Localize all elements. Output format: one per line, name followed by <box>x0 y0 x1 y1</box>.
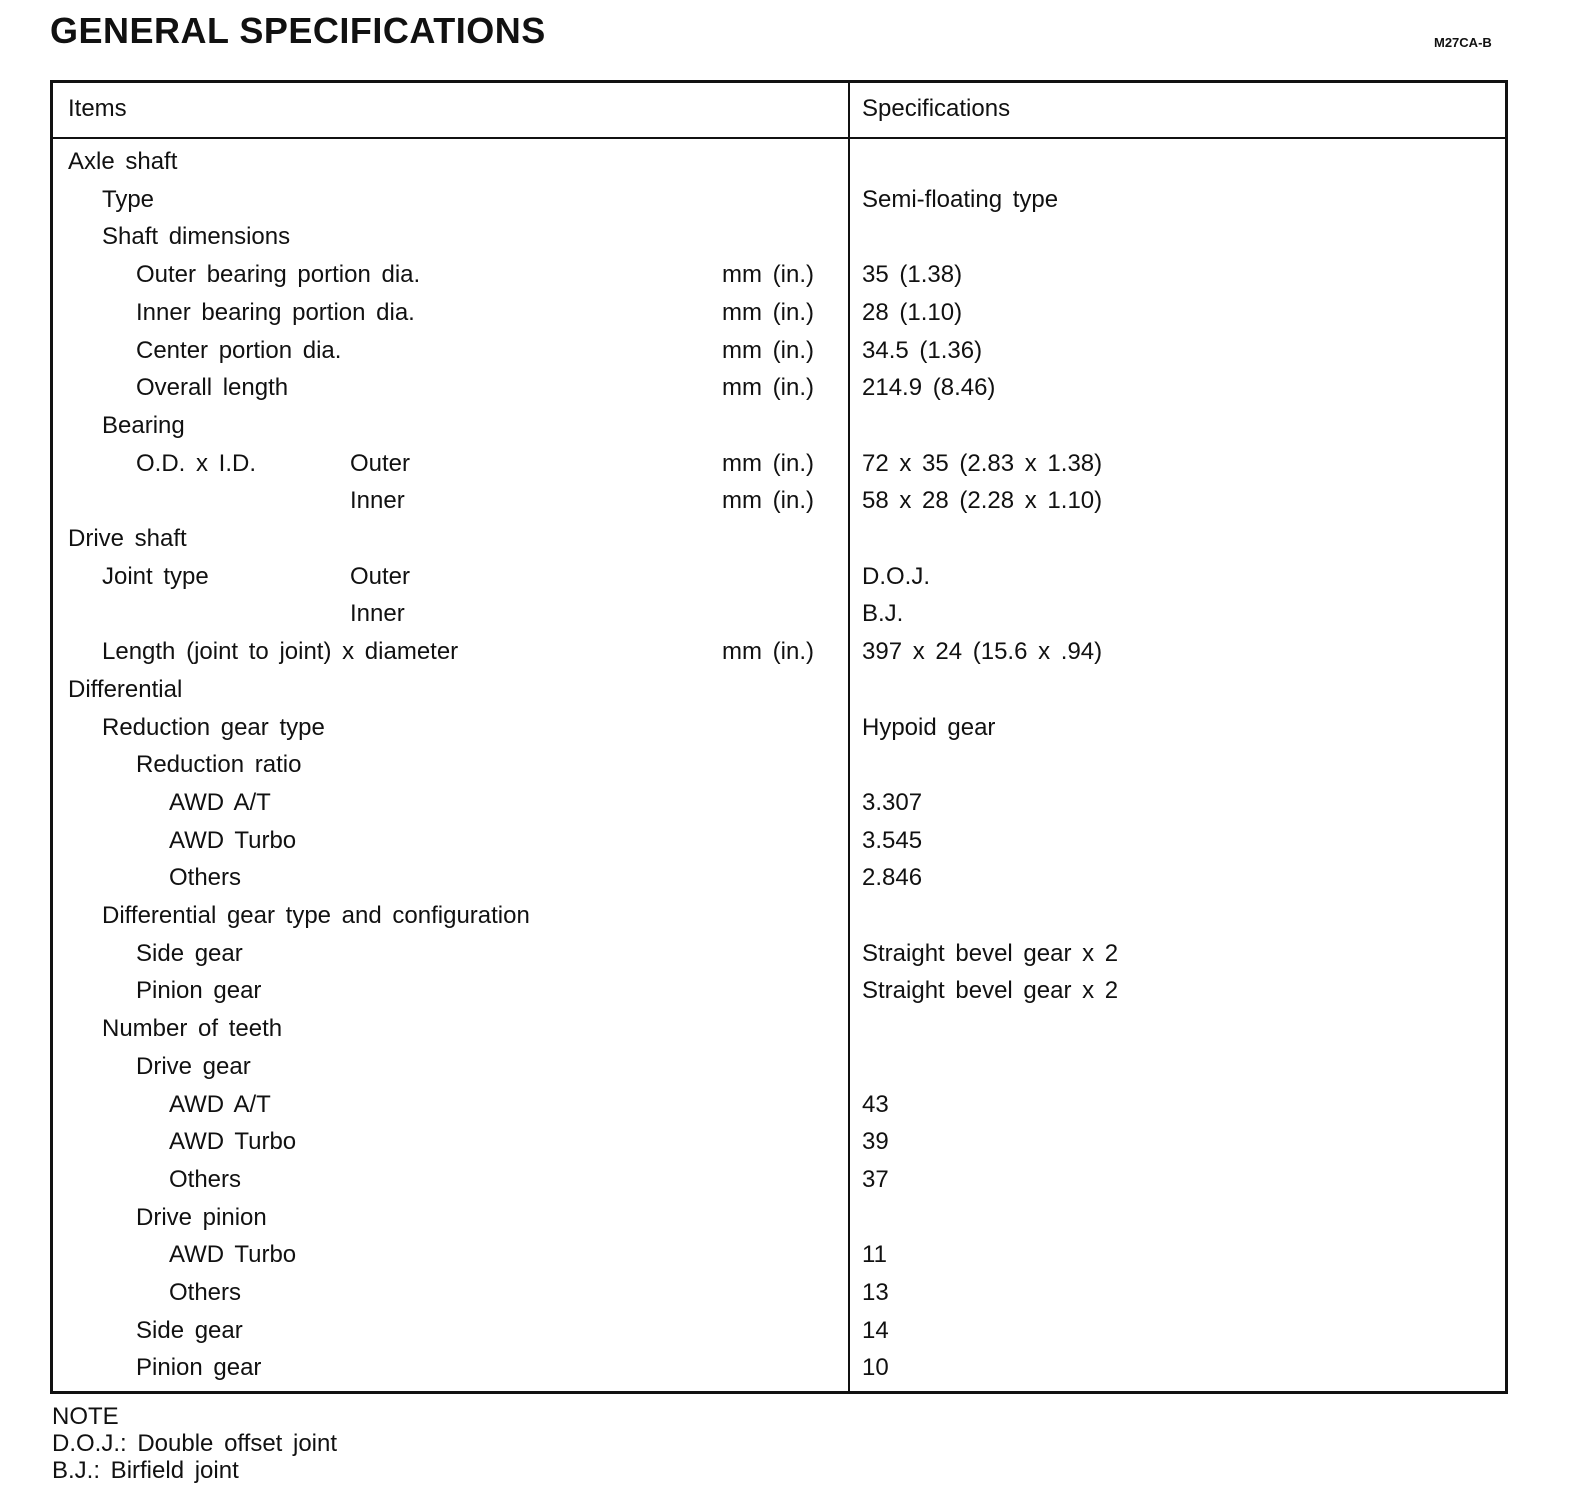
item-label: Side gear <box>136 939 243 967</box>
item-label: Outer bearing portion dia. <box>136 261 421 289</box>
item-label: Drive pinion <box>136 1203 267 1231</box>
spec-value: 2.846 <box>862 864 923 892</box>
table-row <box>53 407 1505 445</box>
spec-value: Straight bevel gear x 2 <box>862 939 1119 967</box>
table-row <box>53 558 1505 596</box>
item-label: AWD Turbo <box>169 1128 297 1156</box>
item-label: Others <box>169 864 242 892</box>
item-label: AWD A/T <box>169 788 271 816</box>
note-line-doj: D.O.J.: Double offset joint <box>52 1430 338 1457</box>
item-label: Axle shaft <box>68 148 178 175</box>
item-label: Number of teeth <box>102 1015 283 1043</box>
table-row <box>53 859 1505 897</box>
table-row <box>53 1236 1505 1274</box>
item-label: Inner bearing portion dia. <box>136 298 415 326</box>
note-heading: NOTE <box>52 1403 119 1430</box>
spec-value: 13 <box>862 1279 889 1306</box>
note-line-bj: B.J.: Birfield joint <box>52 1457 239 1484</box>
table-row <box>53 784 1505 822</box>
spec-value: 14 <box>862 1316 889 1344</box>
table-row <box>53 482 1505 520</box>
spec-value: 3.545 <box>862 826 923 854</box>
table-row <box>53 822 1505 860</box>
table-row <box>53 1199 1505 1237</box>
item-label: Joint type <box>102 562 209 590</box>
sub-item-label: Outer <box>350 562 411 590</box>
sub-item-label: Outer <box>350 449 411 477</box>
item-label: Pinion gear <box>136 977 262 1005</box>
table-row <box>53 935 1505 973</box>
item-label: Others <box>169 1165 242 1193</box>
table-row <box>53 218 1505 256</box>
unit-label: mm (in.) <box>722 487 814 515</box>
item-label: AWD A/T <box>169 1090 271 1118</box>
item-label: Overall length <box>136 374 289 402</box>
table-row <box>53 143 1505 181</box>
spec-value: 72 x 35 (2.83 x 1.38) <box>862 449 1103 477</box>
item-label: Differential <box>68 675 183 703</box>
table-row <box>53 1123 1505 1161</box>
item-label: Type <box>102 185 155 213</box>
spec-value: 397 x 24 (15.6 x .94) <box>862 638 1103 666</box>
spec-value: D.O.J. <box>862 562 931 590</box>
unit-label: mm (in.) <box>722 449 814 477</box>
item-label: AWD Turbo <box>169 826 297 854</box>
spec-value: 3.307 <box>862 788 923 816</box>
header-items: Items <box>68 95 127 122</box>
table-row <box>53 746 1505 784</box>
item-label: Reduction gear type <box>102 713 325 741</box>
item-label: Bearing <box>102 411 185 439</box>
spec-value: 11 <box>862 1241 887 1269</box>
table-row <box>53 1161 1505 1199</box>
table-row <box>53 633 1505 671</box>
unit-label: mm (in.) <box>722 374 814 402</box>
unit-label: mm (in.) <box>722 261 814 289</box>
item-label: Pinion gear <box>136 1354 262 1382</box>
spec-value: Semi-floating type <box>862 185 1059 213</box>
spec-value: 58 x 28 (2.28 x 1.10) <box>862 487 1103 515</box>
header-divider <box>53 137 1505 139</box>
table-row <box>53 520 1505 558</box>
unit-label: mm (in.) <box>722 638 814 666</box>
item-label: Drive gear <box>136 1052 251 1080</box>
item-label: Drive shaft <box>68 525 187 552</box>
unit-label: mm (in.) <box>722 336 814 364</box>
item-label: Length (joint to joint) x diameter <box>102 638 459 666</box>
table-row <box>53 256 1505 294</box>
spec-value: 34.5 (1.36) <box>862 336 983 364</box>
sub-item-label: Inner <box>350 487 405 515</box>
page-title: GENERAL SPECIFICATIONS <box>50 10 546 51</box>
specifications-table <box>50 80 1508 1394</box>
spec-value: 43 <box>862 1090 889 1118</box>
table-row <box>53 897 1505 935</box>
table-row <box>53 972 1505 1010</box>
table-row <box>53 1086 1505 1124</box>
item-label: Differential gear type and configuration <box>102 902 530 929</box>
item-label: Reduction ratio <box>136 751 302 779</box>
spec-value: Hypoid gear <box>862 713 996 741</box>
table-row <box>53 181 1505 219</box>
table-row <box>53 1048 1505 1086</box>
spec-value: 37 <box>862 1165 889 1193</box>
table-row <box>53 332 1505 370</box>
table-row <box>53 294 1505 332</box>
unit-label: mm (in.) <box>722 298 814 326</box>
table-row <box>53 445 1505 483</box>
sub-item-label: Inner <box>350 600 405 628</box>
item-label: Shaft dimensions <box>102 223 291 251</box>
spec-value: 28 (1.10) <box>862 298 963 326</box>
item-label: O.D. x I.D. <box>136 449 257 477</box>
spec-value: 39 <box>862 1128 889 1156</box>
spec-value: 10 <box>862 1354 889 1382</box>
item-label: AWD Turbo <box>169 1241 297 1269</box>
spec-value: B.J. <box>862 600 904 628</box>
table-row <box>53 1349 1505 1387</box>
table-row <box>53 595 1505 633</box>
table-row <box>53 1274 1505 1312</box>
header-specifications: Specifications <box>862 95 1011 122</box>
spec-value: Straight bevel gear x 2 <box>862 977 1119 1005</box>
item-label: Center portion dia. <box>136 336 342 364</box>
table-row <box>53 369 1505 407</box>
table-row <box>53 1010 1505 1048</box>
table-row <box>53 671 1505 709</box>
spec-value: 214.9 (8.46) <box>862 374 996 402</box>
spec-value: 35 (1.38) <box>862 261 963 289</box>
table-row <box>53 709 1505 747</box>
document-code: M27CA-B <box>1434 35 1492 50</box>
item-label: Others <box>169 1279 242 1306</box>
table-row <box>53 1312 1505 1350</box>
item-label: Side gear <box>136 1316 243 1344</box>
